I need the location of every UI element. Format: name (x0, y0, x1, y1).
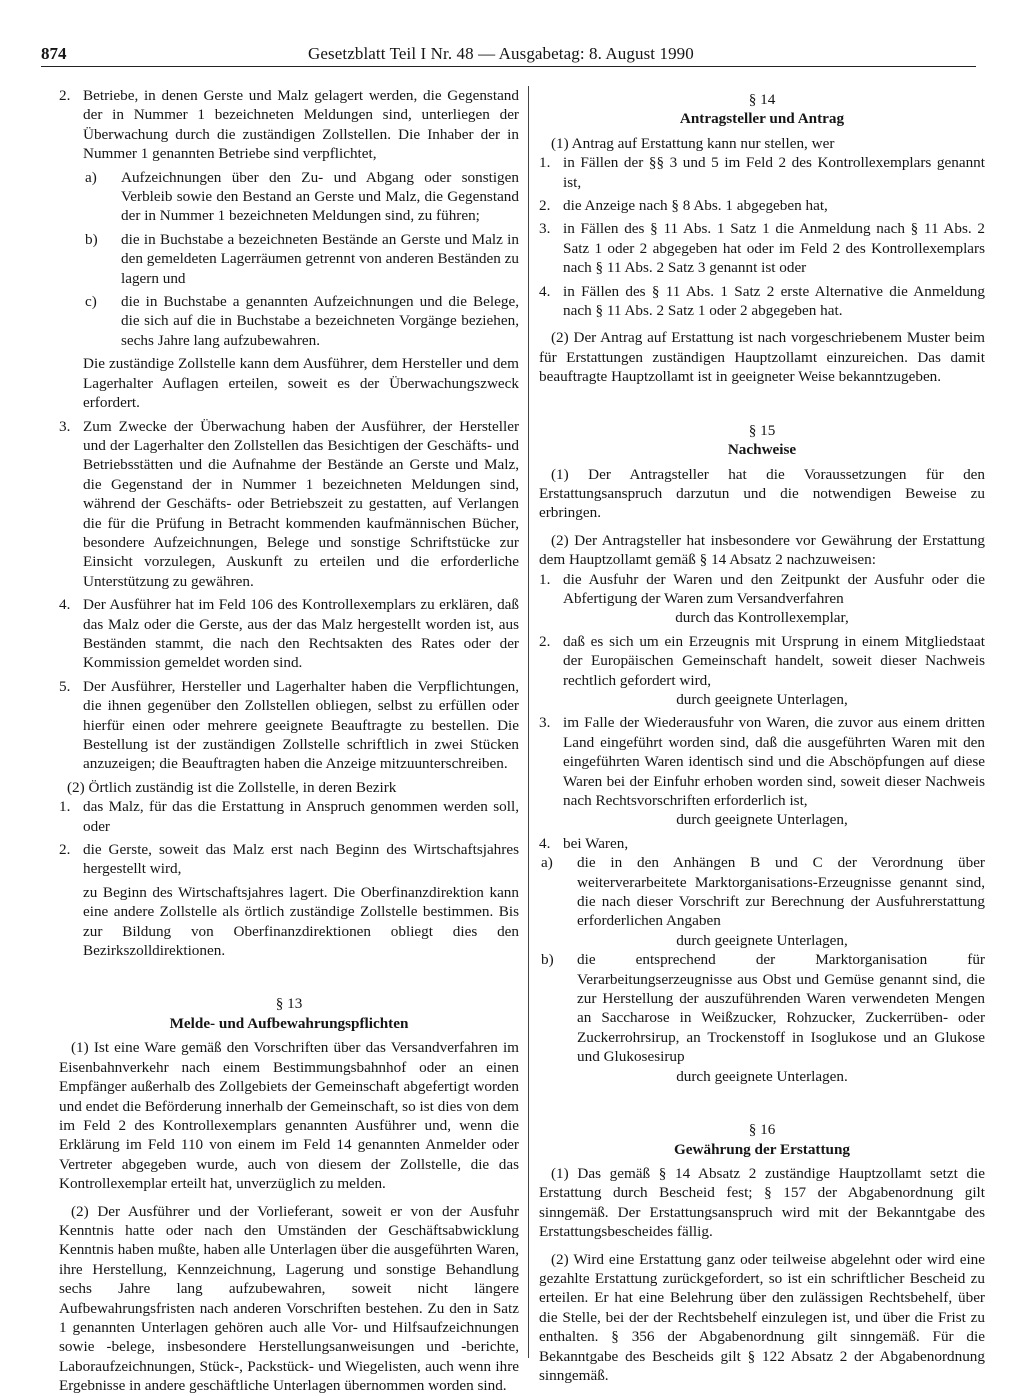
item-text: die entsprechend der Marktorganisation für Verarbeitungserzeugnisse aus Obst und Gemüse genannt sind, die zur Herstellung der auszuführenden Waren verwendeten Mengen an Saccharose in Weißzucker, Rohzucker, Zuckerrüben- oder Zuckerrohrsirup, an Trockenstoff in Isoglukose und an Glukose und Glukosesirup (577, 951, 985, 1066)
item-text: die in den Anhängen B und C der Verordnung über weiterverarbeitete Marktorganisations-Erzeugnisse genannt sind, die nach dieser Vorschrift zur Berechnung der Ausfuhrerstattung erforderlichen Angaben (577, 854, 985, 930)
paragraph-text: (2) Örtlich zuständig ist die Zollstelle, in deren Bezirk (67, 778, 397, 796)
item-letter: c) (85, 293, 97, 311)
item-letter: a) (85, 168, 97, 186)
sublist-item-a (83, 168, 519, 226)
item-2-tail: Die zuständige Zollstelle kann dem Ausführer, dem Hersteller und dem Lagerhalter Auflagen erteilen, soweit es der Überwachungszweck erfordert. (83, 355, 519, 412)
item-text: Der Ausführer, Hersteller und Lagerhalter haben die Verpflichtungen, die ihnen gegenüber den Zollstellen obliegen, selbst zu erfüllen oder hierfür einen oder mehrere geeignete Beauftragte zu bestellen. Die Bestellung ist der zuständigen Zollstelle schriftlich in zwei Stücken anzuzeigen; die Beauftragten haben die Anzeige mitzuunterschreiben. (83, 677, 519, 773)
list-item-1 (59, 797, 519, 836)
section-16-number: § 16 (748, 1121, 776, 1139)
paragraph-2-tail: zu Beginn des Wirtschaftsjahres lagert. Die Oberfinanzdirektion kann eine andere Zollstelle als örtlich zuständige Zollstelle bestimmen. Bis zur Bildung von Oberfinanzdirektionen obliegt dies den Bezirkszolldirektionen. (83, 883, 519, 960)
list-item-5 (59, 677, 519, 774)
item-text: Aufzeichnungen über den Zu- und Abgang oder sonstigen Verbleib sowie den Bestand an Gerste und Malz, die Gegenstand der in Nummer 1 bezeichneten Meldungen sind, zu führen; (121, 168, 519, 225)
section-15-number: § 15 (748, 421, 776, 439)
left-column (59, 86, 519, 1396)
list-item-2 (59, 86, 519, 164)
section-13-paragraph-1: (1) Ist eine Ware gemäß den Vorschriften über das Versandverfahren im Eisenbahnverkehr nach einem Bestimmungsbahnhof oder an einen Empfänger außerhalb des Zollgebiets der Gemeinschaft abgefertigt worden und endet die Beförderung innerhalb der Gemeinschaft, so ist dies von dem im Feld 2 des Kontrollexemplars genannten Ausführer und, wenn die Erklärung im Feld 110 von einem im Feld 14 genannten Anmelder oder Vertreter abgegeben wurde, auch von diesem der Zollstelle, die das Kontrollexemplar erteilt hat, unverzüglich zu melden. (59, 1039, 519, 1193)
item-letter: a) (541, 854, 553, 872)
proof-method: durch geeignete Unterlagen, (676, 811, 848, 829)
sublist-item-a (539, 853, 985, 931)
item-text: die Gerste, soweit das Malz erst nach Beginn des Wirtschaftsjahres hergestellt wird, (83, 841, 519, 878)
list-item-4 (539, 834, 985, 853)
section-16-title: Gewährung der Erstattung (673, 1140, 851, 1158)
list-item-3 (539, 219, 985, 277)
section-15-paragraph-1: (1) Der Antragsteller hat die Voraussetzungen für den Erstattungsanspruch darzutun und die notwendigen Beweise zu erbringen. (539, 465, 985, 522)
item-text: in Fällen des § 11 Abs. 1 Satz 1 die Anmeldung nach § 11 Abs. 2 Satz 1 oder 2 abgegeben hat oder im Feld 2 des Kontrollexemplars nach § 11 Abs. 2 Satz 3 genannt ist oder (563, 220, 985, 277)
item-text: die Ausfuhr der Waren und den Zeitpunkt der Ausfuhr oder die Abfertigung der Waren zum Versandverfahren (563, 570, 985, 607)
item-text: die in Buchstabe a genannten Aufzeichnungen und die Belege, die sich auf die in Buchstabe a bezeichneten Vorgänge beziehen, sechs Jahre lang aufzubewahren. (121, 293, 519, 349)
item-number: 3. (539, 220, 551, 238)
paragraph-2 (59, 778, 519, 797)
list-item-4 (59, 595, 519, 673)
item-number: 2. (539, 632, 551, 650)
section-14-number: § 14 (748, 91, 776, 108)
list-item-3 (59, 417, 519, 592)
section-13-title: Melde- und Aufbewahrungspflichten (169, 1014, 409, 1032)
item-letter: b) (541, 951, 554, 969)
item-text: die Anzeige nach § 8 Abs. 1 abgegeben hat, (563, 197, 828, 215)
list-item-2 (539, 632, 985, 690)
section-15-paragraph-2: (2) Der Antragsteller hat insbesondere vor Gewährung der Erstattung dem Hauptzollamt gemäß § 14 Absatz 2 nachzuweisen: (539, 531, 985, 569)
item-number: 4. (59, 596, 71, 614)
item-text: bei Waren, (563, 834, 629, 852)
list-item-1 (539, 153, 985, 192)
sublist-item-b (83, 230, 519, 288)
item-number: 5. (59, 677, 71, 695)
section-13-paragraph-2: (2) Der Ausführer und der Vorlieferant, soweit er von der Ausfuhr Kenntnis hatte oder nach den Umständen der Geschäftsabwicklung Kenntnis haben mußte, haben alle Unterlagen über die ausgeführten Waren, ihre Herstellung, Kennzeichnung, Lagerung und sonstige Behandlung sechs Jahre lang aufzubewahren, soweit nicht längere Aufbewahrungsfristen nach anderen Vorschriften bestehen. Zu den in Satz 1 genannten Unterlagen gehören auch alle Vor- und Hilfsaufzeichnungen sowie -belege, insbesondere Herstellungsanweisungen und -berichte, Laboraufzeichnungen, Stück-, Packstück- und Wiegelisten, auch wenn ihre Ergebnisse in andere geschäftliche Unterlagen übernommen worden sind. (59, 1202, 519, 1395)
item-number: 4. (539, 282, 551, 300)
item-number: 1. (539, 154, 551, 172)
right-column (539, 86, 985, 1385)
item-text: die in Buchstabe a bezeichneten Bestände an Gerste und Malz in den gemeldeten Lagerräumen getrennt von anderen Beständen zu lagern und (121, 230, 519, 287)
list-item-1 (539, 570, 985, 609)
item-text: Betriebe, in denen Gerste und Malz gelagert werden, die Gegenstand der in Nummer 1 bezeichneten Meldungen sind, unterliegen der Überwachung durch die zuständigen Zollstellen. Die Inhaber der in Nummer 1 genannten Betriebe sind verpflichtet, (83, 87, 519, 163)
item-text: in Fällen der §§ 3 und 5 im Feld 2 des Kontrollexemplars genannt ist, (563, 154, 985, 191)
item-text: Zum Zwecke der Überwachung haben der Ausführer, der Hersteller und der Lagerhalter den Zollstellen das Besichtigen der Geschäfts- und Betriebsstätten und die Aufnahme der Bestände an Gerste und Malz, die Gegenstand der in Nummer 1 bezeichneten Meldungen sind, während der Geschäfts- oder Betriebszeit zu gestatten, auf Verlangen die für die Prüfung in Betracht kommenden kaufmännischen Bücher, besondere Aufzeichnungen, Belege und sonstige Schriftstücke zur Einsicht vorzulegen, Auskunft zu erteilen und die erforderliche Unterstützung zu gewähren. (83, 417, 519, 590)
item-number: 1. (539, 570, 551, 588)
page-number: 874 (41, 44, 67, 63)
header-rule (41, 66, 976, 67)
proof-method: durch das Kontrollexemplar, (675, 609, 849, 627)
item-number: 3. (59, 417, 71, 435)
item-number: 1. (59, 798, 71, 816)
section-16-paragraph-1: (1) Das gemäß § 14 Absatz 2 zuständige Hauptzollamt setzt die Erstattung durch Bescheid fest; § 157 der Abgabenordnung gilt sinngemäß. Der Erstattungsanspruch wird mit der Bekanntgabe des Erstattungsbescheides fällig. (539, 1164, 985, 1241)
item-text: daß es sich um ein Erzeugnis mit Ursprung in einem Mitgliedstaat der Europäischen Gemeinschaft handelt, soweit dieser Nachweis rechtlich gefordert wird, (563, 632, 985, 689)
item-text: in Fällen des § 11 Abs. 1 Satz 2 erste Alternative die Anmeldung nach § 11 Abs. 2 Satz 1 oder 2 abgegeben hat. (563, 282, 985, 320)
item-letter: b) (85, 230, 98, 248)
item-number: 2. (59, 841, 71, 859)
item-text: im Falle der Wiederausfuhr von Waren, die zuvor aus einem dritten Land eingeführt worden sind, daß die ausgeführten Waren mit den eingeführten Waren identisch sind und die Abschöpfungen auf diese Waren bei der Einfuhr erhoben worden sind, soweit dieser Nachweis nach Rechtsvorschriften erforderlich ist, (563, 714, 985, 809)
item-number: 3. (539, 714, 551, 732)
list-item-2b (59, 840, 519, 879)
section-15-title: Nachweise (727, 441, 797, 459)
running-title: Gesetzblatt Teil I Nr. 48 — Ausgabetag: 8. August 1990 (308, 44, 694, 63)
item-number: 4. (539, 834, 551, 852)
item-number: 2. (59, 87, 71, 104)
section-16-paragraph-2: (2) Wird eine Erstattung ganz oder teilweise abgelehnt oder wird eine gezahlte Erstattung zurückgefordert, so ist ein schriftlicher Bescheid zu erteilen. Er hat eine Belehrung über den zulässigen Rechtsbehelf, über die Stelle, bei der der Rechtsbehelf einzulegen ist, und über die Frist zu enthalten. § 356 der Abgabenordnung gilt sinngemäß. Für die Bekanntgabe des Bescheids gilt § 122 Absatz 2 der Abgabenordnung sinngemäß. (539, 1250, 985, 1384)
item-number: 2. (539, 197, 551, 215)
sublist-item-c (83, 292, 519, 350)
proof-method: durch geeignete Unterlagen, (676, 931, 848, 949)
list-item-2 (539, 196, 985, 215)
list-item-4 (539, 282, 985, 321)
sublist-item-b (539, 950, 985, 1066)
section-14-title: Antragsteller und Antrag (679, 110, 845, 128)
proof-method: durch geeignete Unterlagen. (676, 1067, 848, 1085)
list-item-3 (539, 713, 985, 810)
section-13-number: § 13 (275, 995, 303, 1013)
item-text: das Malz, für das die Erstattung in Anspruch genommen werden soll, oder (83, 798, 519, 835)
section-14-paragraph-1: (1) Antrag auf Erstattung kann nur stellen, wer (551, 134, 835, 152)
section-14-paragraph-2: (2) Der Antrag auf Erstattung ist nach vorgeschriebenem Muster beim für Erstattungen zuständigen Hauptzollamt einzureichen. Das damit beauftragte Hauptzollamt ist in geeigneter Weise bekanntzugeben. (539, 329, 985, 386)
proof-method: durch geeignete Unterlagen, (676, 690, 848, 708)
column-divider (528, 86, 529, 1358)
item-text: Der Ausführer hat im Feld 106 des Kontrollexemplars zu erklären, daß das Malz oder die Gerste, aus der das Malz hergestellt worden ist, aus Beständen stammt, die nach den Rechtsakten des Rates oder der Kommission gemeldet worden sind. (83, 596, 519, 672)
